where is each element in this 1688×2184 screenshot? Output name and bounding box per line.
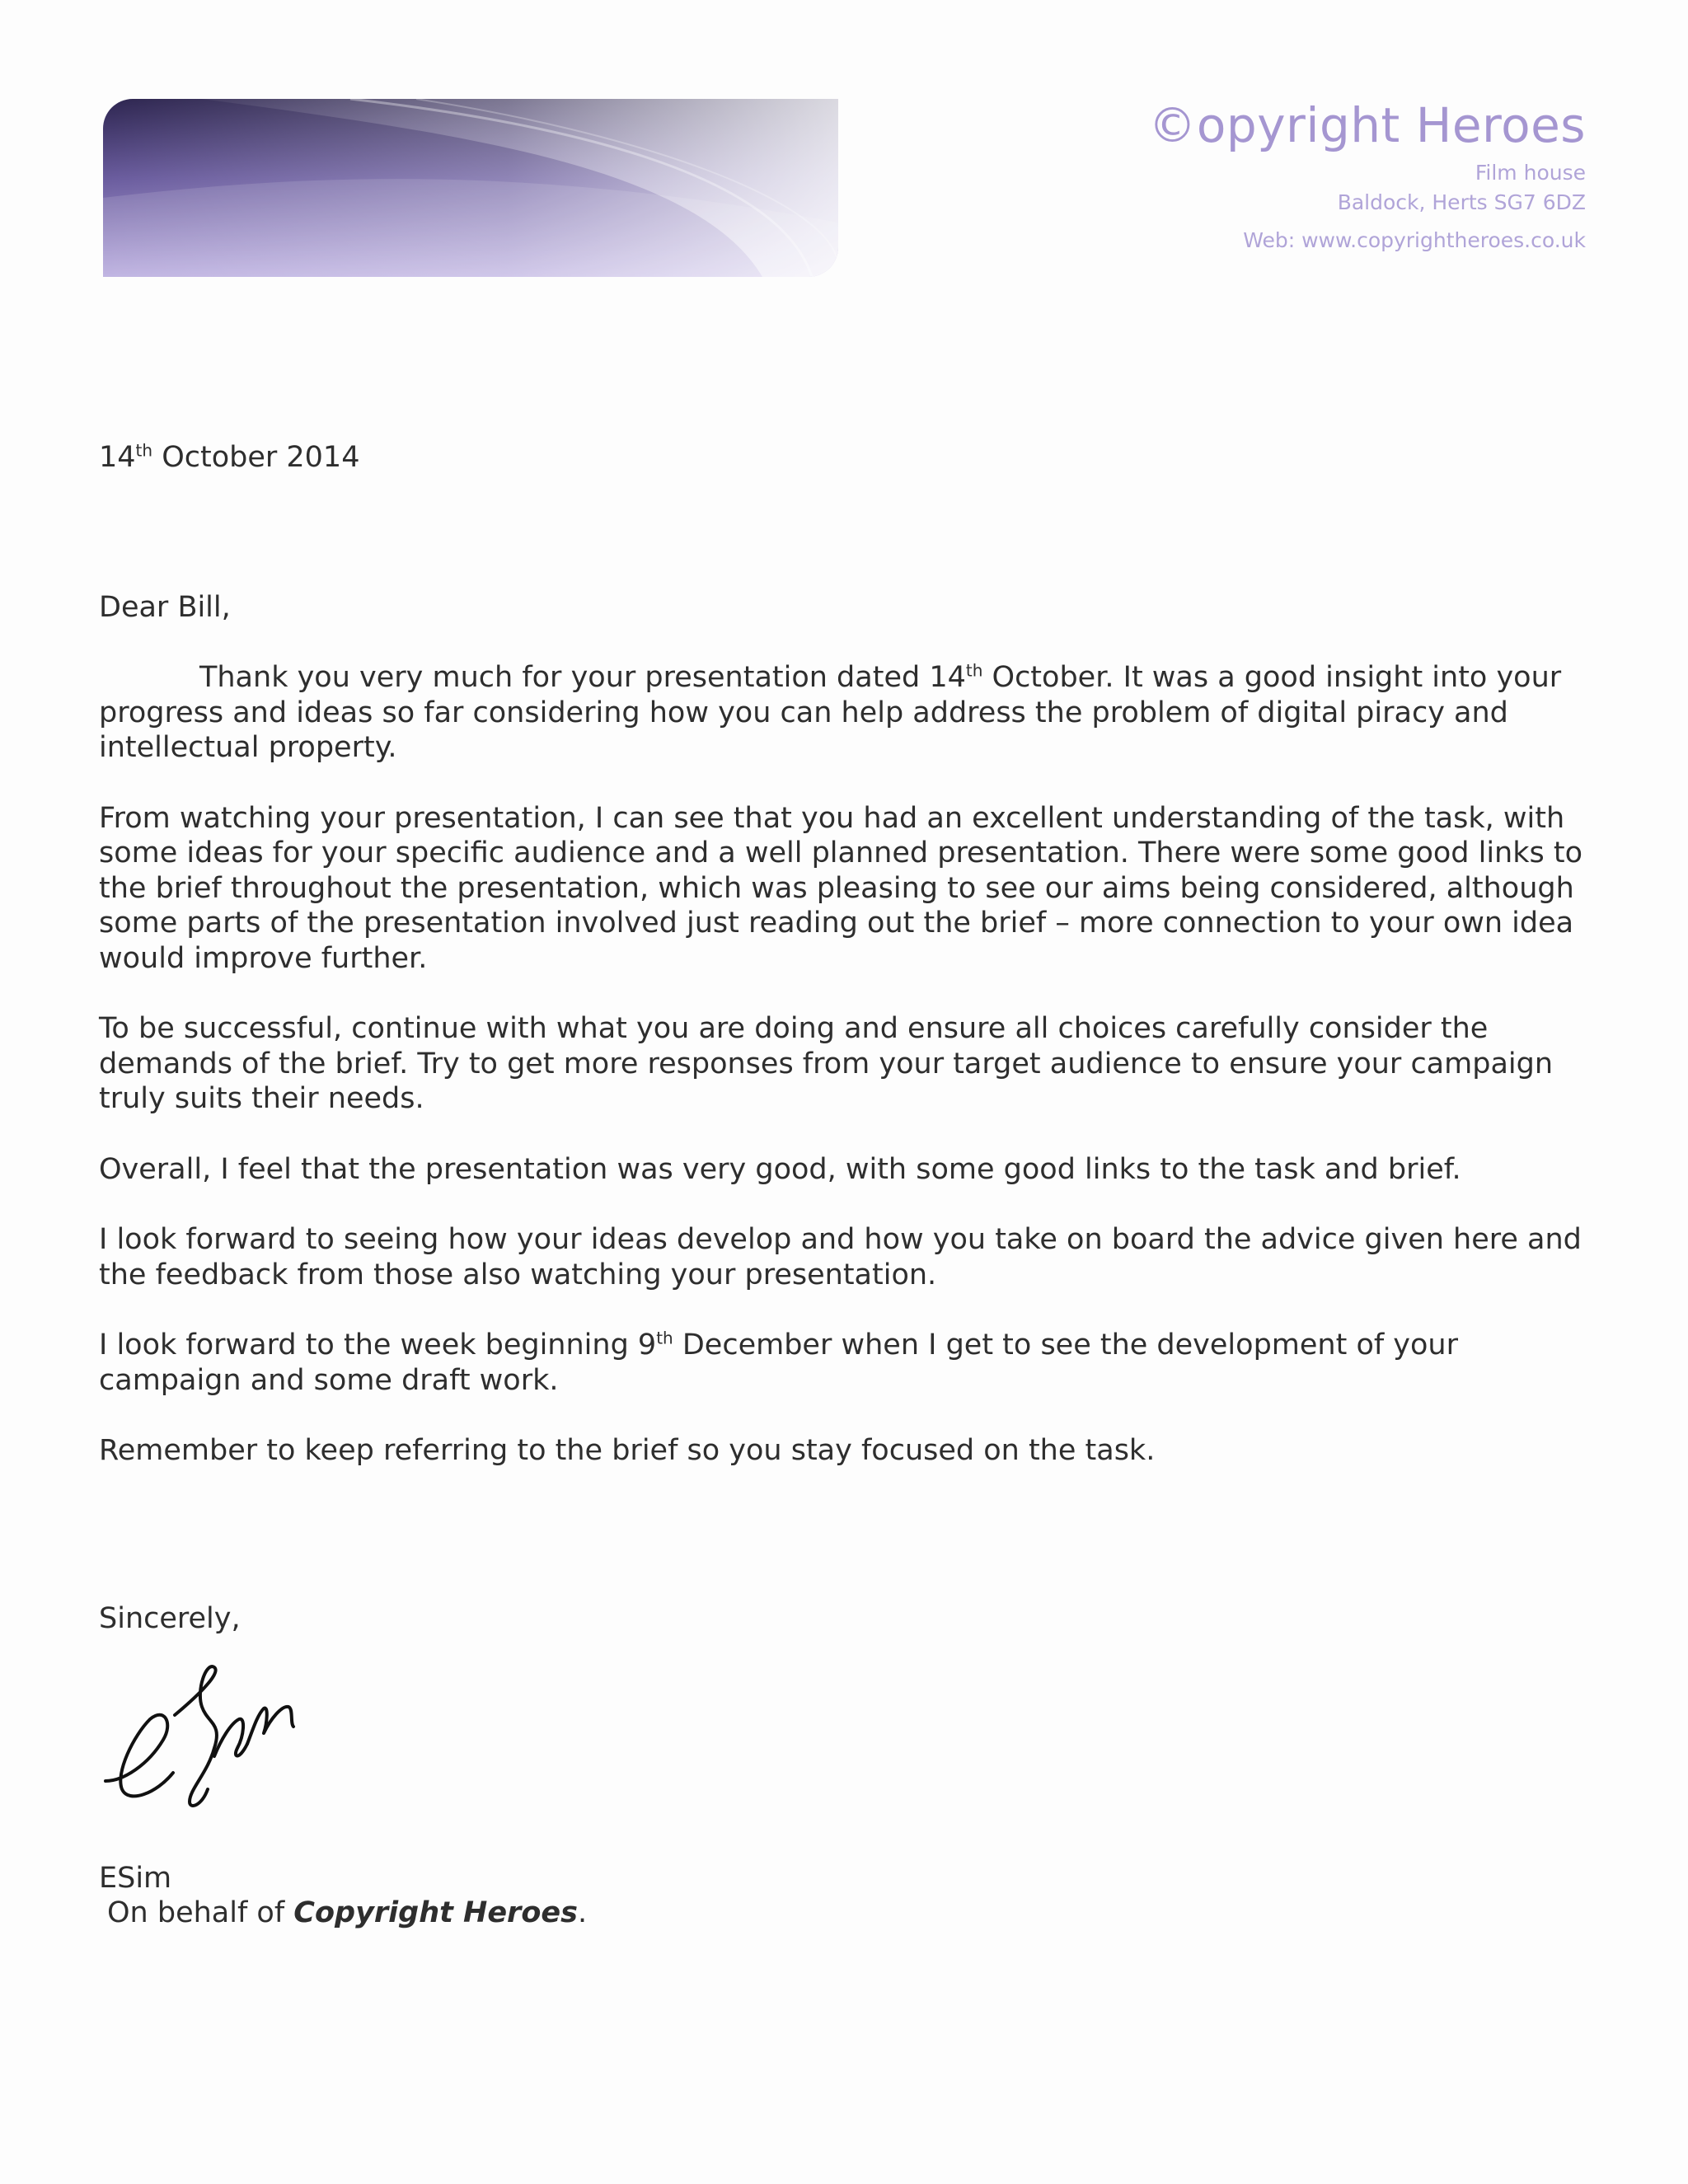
date-day: 14	[99, 441, 136, 474]
paragraph-1	[99, 660, 1589, 766]
signer-name: ESim	[99, 1861, 172, 1895]
header-banner	[103, 99, 838, 277]
date-suffix: th	[135, 440, 153, 461]
behalf-company: Copyright Heroes	[293, 1896, 578, 1929]
paragraph-5: I look forward to seeing how your ideas develop and how you take on board the advice given here and the feedback from those also watching your presentation.	[99, 1223, 1582, 1291]
banner-graphic	[103, 99, 838, 277]
paragraph-6-sup: th	[656, 1328, 673, 1348]
letter-body	[99, 440, 1589, 1931]
paragraph-7: Remember to keep referring to the brief so you stay focused on the task.	[99, 1434, 1156, 1467]
paragraph-6	[99, 1328, 1589, 1398]
company-name: ©opyright Heroes	[1148, 97, 1586, 153]
website-text: Web: www.copyrightheroes.co.uk	[1243, 228, 1586, 252]
salutation: Dear Bill,	[99, 590, 231, 624]
paragraph-1-part-a: Thank you very much for your presentation dated 14	[199, 661, 966, 694]
paragraph-4: Overall, I feel that the presentation was very good, with some good links to the task and brief.	[99, 1152, 1461, 1186]
behalf-suffix: .	[577, 1896, 588, 1929]
paragraph-6-part-b: December when I get to see the development of your campaign and some draft work.	[99, 1329, 1458, 1397]
paragraph-3: To be successful, continue with what you are doing and ensure all choices carefully consider the demands of the brief. Try to get more responses from your target audience to ensure your campaign truly suits their needs.	[99, 1012, 1554, 1115]
paragraph-6-part-a: I look forward to the week beginning 9	[99, 1329, 657, 1361]
on-behalf-line	[99, 1896, 1589, 1931]
signature-image	[99, 1657, 313, 1814]
behalf-prefix: On behalf of	[107, 1896, 294, 1929]
address-line-2: Baldock, Herts SG7 6DZ	[1337, 190, 1586, 214]
date-month-year: October 2014	[152, 441, 360, 474]
company-info	[1148, 92, 1586, 255]
paragraph-1-sup: th	[965, 660, 983, 681]
paragraph-1-part-b: October. It was a good insight into your progress and ideas so far considering how you can help address the problem of digital piracy and intellectual property.	[99, 661, 1562, 764]
letter-date	[99, 440, 1589, 476]
paragraph-2: From watching your presentation, I can see that you had an excellent understanding of the task, with some ideas for your specific audience and a well planned presentation. There were some good links to the brief throughout the presentation, which was pleasing to see our aims being considered, although some parts of the presentation involved just reading out the brief – more connection to your own idea would improve further.	[99, 801, 1583, 975]
closing: Sincerely,	[99, 1601, 241, 1635]
address-line-1: Film house	[1475, 161, 1586, 185]
